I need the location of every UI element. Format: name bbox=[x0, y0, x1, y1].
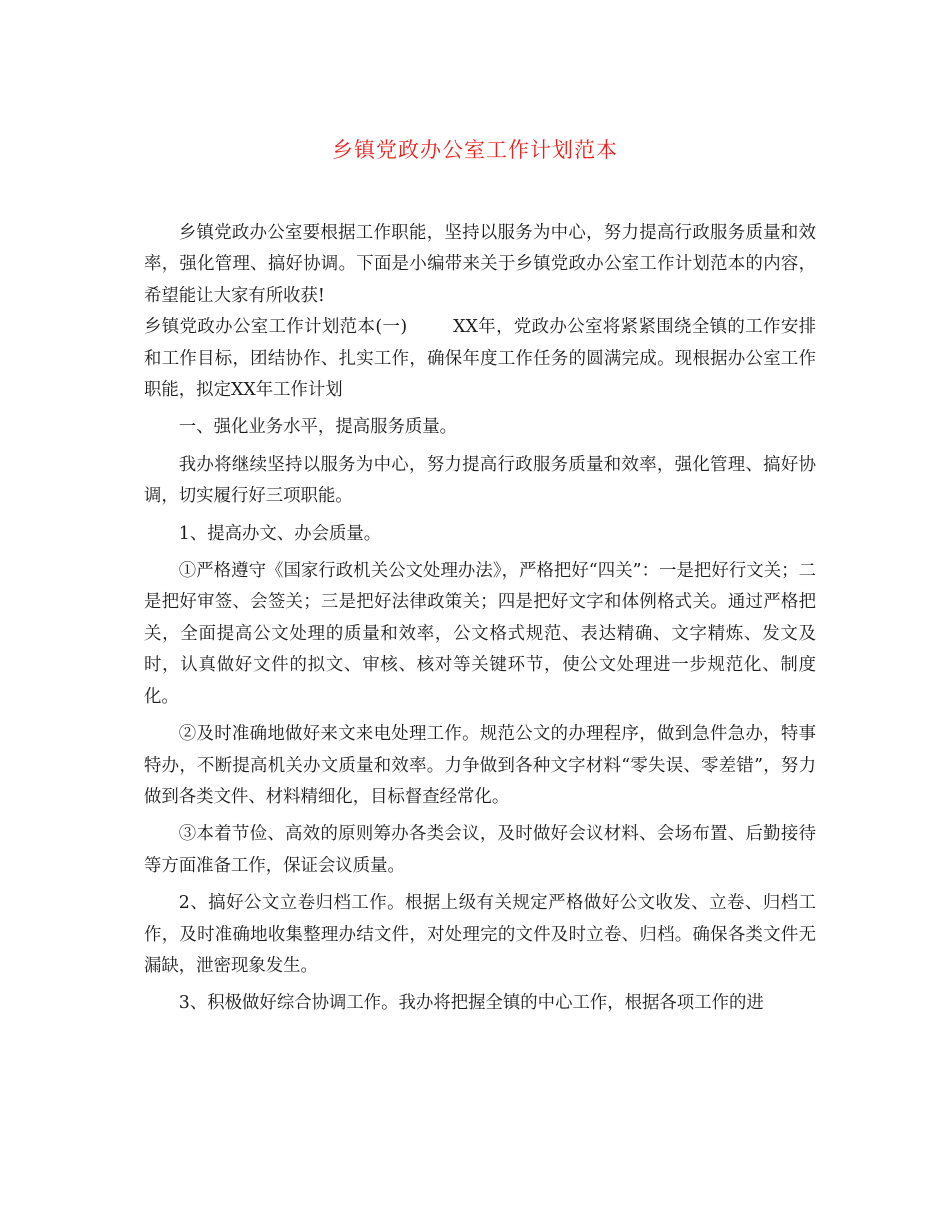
item-1-point-3: ③本着节俭、高效的原则筹办各类会议，及时做好会议材料、会场布置、后勤接待等方面准备工作，保证会议质量。 bbox=[144, 824, 816, 876]
section-intro: XX年，党政办公室将紧紧围绕全镇的工作安排和工作目标，团结协作、扎实工作，确保年度工作任务的圆满完成。现根据办公室工作职能，拟定XX年工作计划 bbox=[144, 317, 817, 401]
item-2-archiving: 2、搞好公文立卷归档工作。根据上级有关规定严格做好公文收发、立卷、归档工作，及时准确地收集整理办结文件，对处理完的文件及时立卷、归档。确保各类文件无漏缺，泄密现象发生。 bbox=[144, 893, 816, 976]
item-1-heading: 1、提高办文、办会质量。 bbox=[178, 523, 382, 544]
heading-strengthen-service: 一、强化业务水平，提高服务质量。 bbox=[178, 417, 458, 438]
item-1-point-2: ②及时准确地做好来文来电处理工作。规范公文的办理程序，做到急件急办，特事特办，不断提高机关办文质量和效率。力争做到各种文字材料“零失误、零差错”，努力做到各类文件、材料精细化，目标督查经常化。 bbox=[144, 724, 816, 807]
item-3-coordination: 3、积极做好综合协调工作。我办将把握全镇的中心工作，根据各项工作的进 bbox=[178, 993, 764, 1014]
intro-paragraph: 乡镇党政办公室要根据工作职能，坚持以服务为中心，努力提高行政服务质量和效率，强化管理、搞好协调。下面是小编带来关于乡镇党政办公室工作计划范本的内容，希望能让大家有所收获! bbox=[144, 223, 816, 306]
document-body bbox=[144, 218, 816, 1020]
section-paragraph bbox=[144, 312, 816, 406]
document-title: 乡镇党政办公室工作计划范本 bbox=[332, 138, 618, 162]
section-heading: 乡镇党政办公室工作计划范本(一) bbox=[144, 317, 408, 338]
item-1-point-1: ①严格遵守《国家行政机关公文处理办法》，严格把好“四关”：一是把好行文关；二是把好审签、会签关；三是把好法律政策关；四是把好文字和体例格式关。通过严格把关，全面提高公文处理的质量和效率，公文格式规范、表达精确、文字精炼、发文及时，认真做好文件的拟文、审核、核对等关键环节，使公文处理进一步规范化、制度化。 bbox=[144, 561, 816, 707]
paragraph-service-focus: 我办将继续坚持以服务为中心，努力提高行政服务质量和效率，强化管理、搞好协调，切实履行好三项职能。 bbox=[144, 454, 816, 507]
